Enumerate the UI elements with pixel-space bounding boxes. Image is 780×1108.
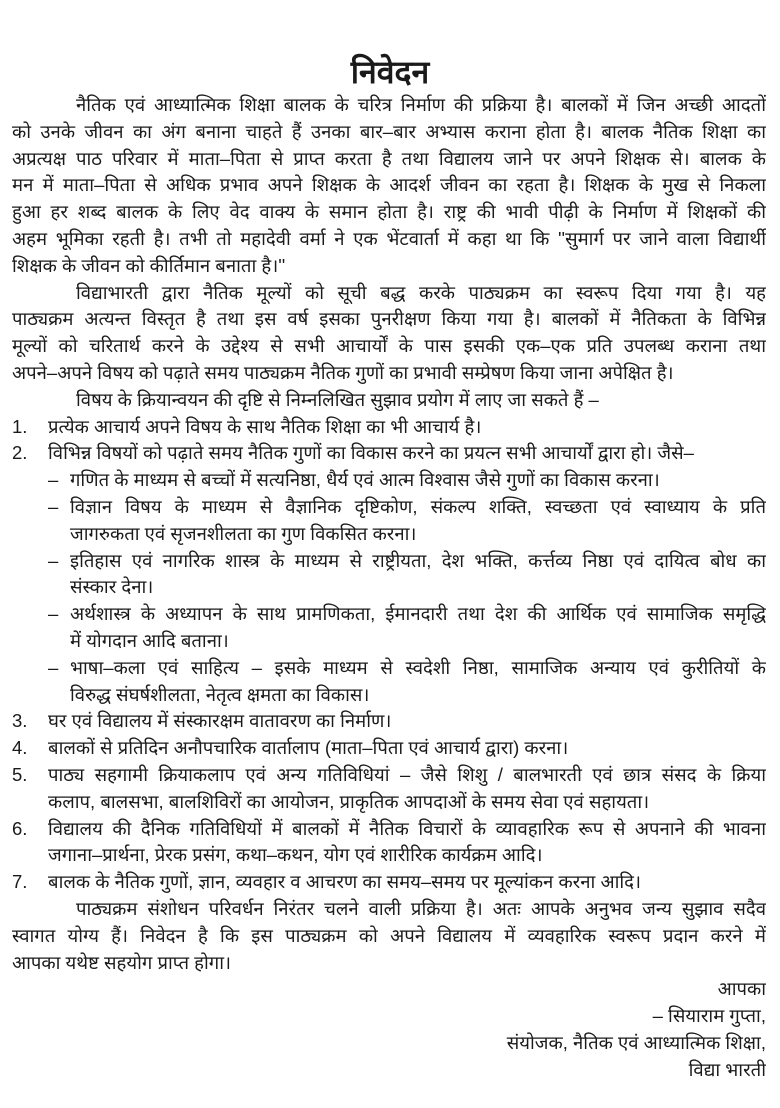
text-line <box>12 574 766 601</box>
line-text: स्वागत योग्य हैं। निवेदन है कि इस पाठ्यक्रम को अपने विद्यालय में व्यवहारिक स्वरूप प्रदान करने में <box>12 924 766 946</box>
line-text: हुआ हर शब्द बालक के लिए वेद वाक्य के समान होता है। राष्ट्र की भावी पीढ़ी के निर्माण में शिक्षकों की <box>12 201 766 223</box>
line-text: बालक के नैतिक गुणों, ज्ञान, व्यवहार व आचरण का समय–समय पर मूल्यांकन करना आदि। <box>48 871 641 893</box>
line-text: गणित के माध्यम से बच्चों में सत्यनिष्ठा, धैर्य एवं आत्म विश्वास जैसे गुणों का विकास करना। <box>70 469 660 491</box>
line-text: कलाप, बालसभा, बालशिविरों का आयोजन, प्राकृतिक आपदाओं के समय सेवा एवं सहायता। <box>48 790 650 812</box>
line-text: संस्कार देना। <box>70 576 154 598</box>
text-line <box>12 521 766 548</box>
line-text: प्रत्येक आचार्य अपने विषय के साथ नैतिक शिक्षा का भी आचार्य है। <box>48 415 482 437</box>
line-text: घर एवं विद्यालय में संस्कारक्षम वातावरण का निर्माण। <box>48 710 392 732</box>
text-line <box>12 146 766 173</box>
text-line <box>12 628 766 655</box>
text-line <box>12 682 766 709</box>
list-number: 5. <box>12 763 28 785</box>
text-line <box>12 280 766 307</box>
list-dash: – <box>48 549 59 571</box>
line-text: में योगदान आदि बताना। <box>70 629 229 651</box>
line-text: को उनके जीवन का अंग बनाना चाहते हैं उनका बार–बार अभ्यास कराना होता है। बालक नैतिक शिक्षा का <box>12 120 766 142</box>
list-dash: – <box>48 656 59 678</box>
line-text: विभिन्न विषयों को पढ़ाते समय नैतिक गुणों का विकास करने का प्रयत्न सभी आचार्यों द्वारा हो। जैसे– <box>48 442 694 464</box>
line-text: अर्थशास्त्र के अध्यापन के साथ प्रामणिकता, ईमानदारी तथा देश की आर्थिक एवं सामाजिक समृद्धि <box>70 603 766 625</box>
list-number: 4. <box>12 737 28 759</box>
text-line <box>12 923 766 950</box>
signature-line <box>12 1030 766 1057</box>
text-line <box>12 762 766 789</box>
text-line <box>12 119 766 146</box>
line-text: बालकों से प्रतिदिन अनौपचारिक वार्तालाप (माता–पिता एवं आचार्य द्वारा) करना। <box>48 737 569 759</box>
text-line <box>12 387 766 414</box>
signature-text: संयोजक, नैतिक एवं आध्यात्मिक शिक्षा, <box>506 1031 766 1053</box>
list-number: 3. <box>12 710 28 732</box>
text-line <box>12 494 766 521</box>
text-line <box>12 440 766 467</box>
line-text: अप्रत्यक्ष पाठ परिवार में माता–पिता से प्राप्त करता है तथा विद्यालय जाने पर अपने शिक्षक से। बालक के <box>12 147 766 169</box>
line-text: मूल्यों को चरितार्थ करने के उद्देश्य से सभी आचार्यों के पास इसकी एक–एक प्रति उपलब्ध कराना तथा <box>12 335 766 357</box>
text-line <box>12 414 766 441</box>
text-line <box>12 708 766 735</box>
signature-text: विद्या भारती <box>688 1058 766 1080</box>
line-text: विषय के क्रियान्वयन की दृष्टि से निम्नलिखित सुझाव प्रयोग में लाए जा सकते हैं – <box>76 388 599 410</box>
line-text: विद्यालय की दैनिक गतिविधियों में बालकों में नैतिक विचारों के व्यावहारिक रूप से अपनाने की भावना <box>48 817 766 839</box>
text-line <box>12 467 766 494</box>
text-line <box>12 601 766 628</box>
list-number: 1. <box>12 415 28 437</box>
line-text: पाठ्यक्रम अत्यन्त विस्तृत है तथा इस वर्ष इसका पुनरीक्षण किया गया है। बालकों में नैतिकता के विभिन्न <box>12 308 766 330</box>
line-text: अपने–अपने विषय को पढ़ाते समय पाठ्यक्रम नैतिक गुणों का प्रभावी सम्प्रेषण किया जाना अपेक्षित है। <box>12 361 674 383</box>
line-text: नैतिक एवं आध्यात्मिक शिक्षा बालक के चरित्र निर्माण की प्रक्रिया है। बालकों में जिन अच्छी आदतों <box>76 94 766 115</box>
list-dash: – <box>48 469 59 491</box>
text-line <box>12 306 766 333</box>
page-title: निवेदन <box>350 54 430 90</box>
text-line <box>12 950 766 977</box>
text-line <box>12 869 766 896</box>
text-line <box>12 789 766 816</box>
line-text: जगाना–प्रार्थना, प्रेरक प्रसंग, कथा–कथन, योग एवं शारीरिक कार्यक्रम आदि। <box>48 844 543 866</box>
text-line <box>12 816 766 843</box>
text-line <box>12 896 766 923</box>
line-text: अहम भूमिका रहती है। तभी तो महादेवी वर्मा ने एक भेंटवार्ता में कहा था कि ''सुमार्ग पर जाने वाला विद्यार्थी <box>12 227 766 249</box>
line-text: पाठ्य सहगामी क्रियाकलाप एवं अन्य गतिविधियां – जैसे शिशु / बालभारती एवं छात्र संसद के क्रिया <box>48 763 766 785</box>
line-text: पाठ्यक्रम संशोधन परिवर्धन निरंतर चलने वाली प्रक्रिया है। अतः आपके अनुभव जन्य सुझाव सदैव <box>76 897 766 919</box>
text-line <box>12 226 766 253</box>
signature-text: – सियाराम गुप्ता, <box>652 1005 766 1027</box>
line-text: विद्याभारती द्वारा नैतिक मूल्यों को सूची बद्ध करके पाठ्यक्रम का स्वरूप दिया गया है। यह <box>76 281 766 303</box>
text-line <box>12 199 766 226</box>
list-number: 2. <box>12 442 28 464</box>
list-dash: – <box>48 603 59 625</box>
text-line <box>12 333 766 360</box>
line-text: इतिहास एवं नागरिक शास्त्र के माध्यम से राष्ट्रीयता, देश भक्ति, कर्त्तव्य निष्ठा एवं दायित्व बोध का <box>70 549 766 571</box>
text-line <box>12 253 766 280</box>
text-line <box>12 548 766 575</box>
text-line <box>12 735 766 762</box>
line-text: विरुद्ध संघर्षशीलता, नेतृत्व क्षमता का विकास। <box>70 683 370 705</box>
signature-line <box>12 1057 766 1084</box>
line-text: जागरुकता एवं सृजनशीलता का गुण विकसित करना। <box>70 522 417 544</box>
text-line <box>12 172 766 199</box>
document-body <box>12 92 766 1083</box>
line-text: आपका यथेष्ट सहयोग प्राप्त होगा। <box>12 951 231 973</box>
text-line <box>12 360 766 387</box>
list-number: 7. <box>12 871 28 893</box>
text-line <box>12 842 766 869</box>
text-line <box>12 655 766 682</box>
signature-line <box>12 976 766 1003</box>
line-text: विज्ञान विषय के माध्यम से वैज्ञानिक दृष्टिकोण, संकल्प शक्ति, स्वच्छता एवं स्वाध्याय के प्रति <box>70 495 766 517</box>
line-text: मन में माता–पिता से अधिक प्रभाव अपने शिक्षक के आदर्श जीवन का रहता है। शिक्षक के मुख से निकला <box>12 174 766 196</box>
text-line <box>12 92 766 119</box>
line-text: शिक्षक के जीवन को कीर्तिमान बनाता है।'' <box>12 254 286 276</box>
signature-line <box>12 1003 766 1030</box>
signature-text: आपका <box>717 978 766 1000</box>
list-dash: – <box>48 495 59 517</box>
list-number: 6. <box>12 817 28 839</box>
line-text: भाषा–कला एवं साहित्य – इसके माध्यम से स्वदेशी निष्ठा, सामाजिक अन्याय एवं कुरीतियों के <box>70 656 766 678</box>
